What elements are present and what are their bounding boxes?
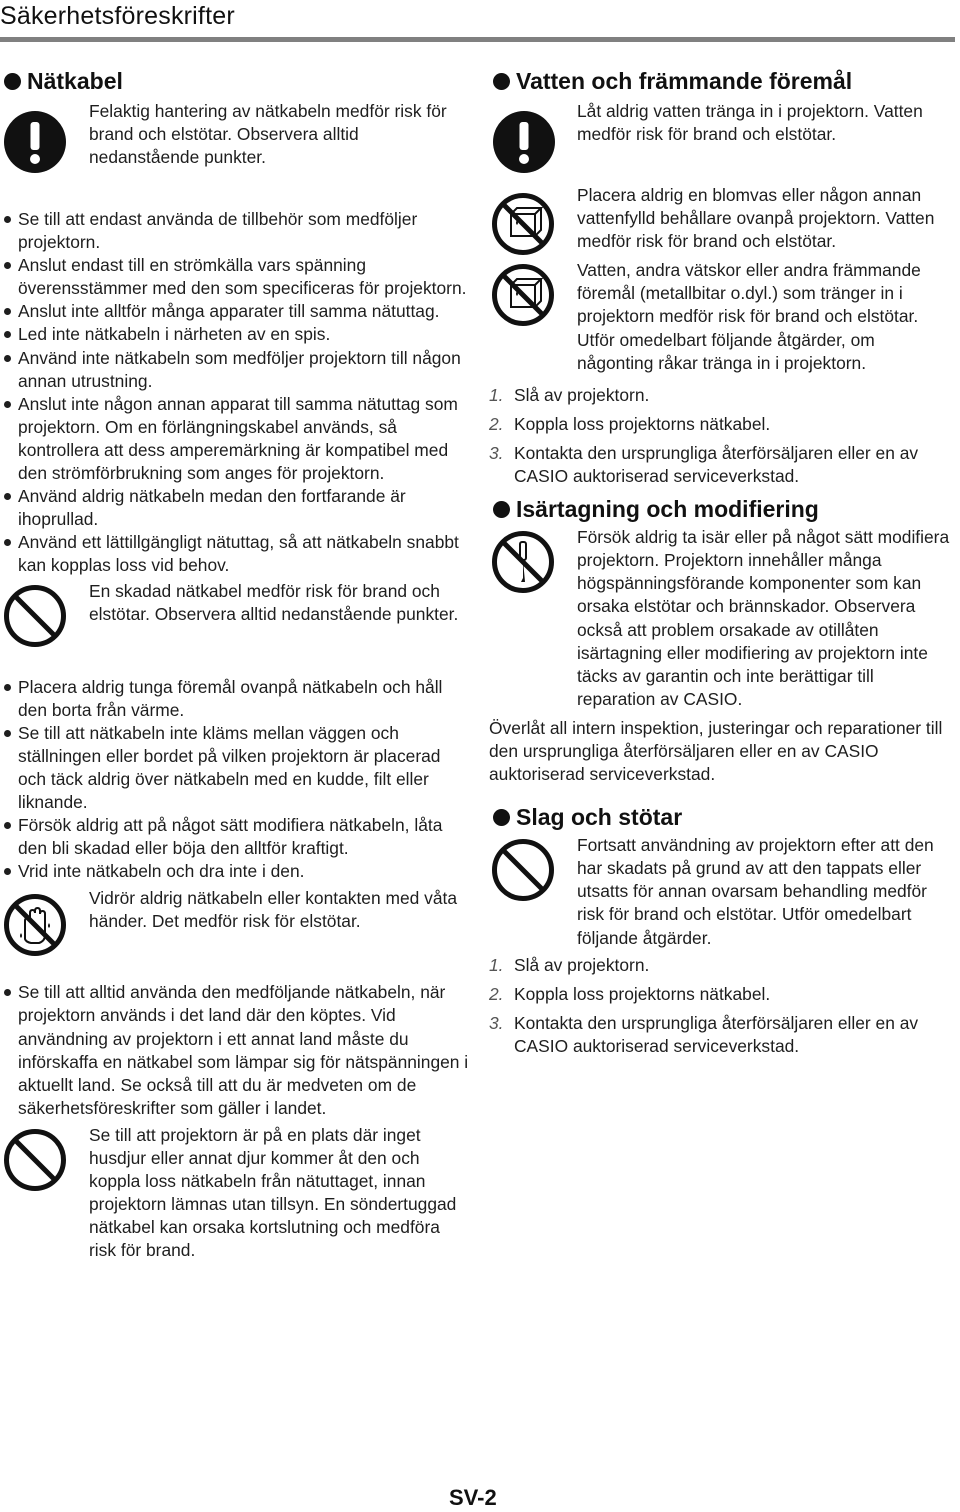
exclamation-warning-icon <box>3 110 67 174</box>
list-item: Använd inte nätkabeln som medföljer projektorn till någon annan utrustning. <box>0 347 470 393</box>
prohibition-text-foreign-objects: Vatten, andra vätskor eller andra främmande föremål (metallbitar o.dyl.) som tränger in i projektorn medför risk för brand och elstötar. Utför omedelbart följande åtgärder, om någonting råkar tränga in i projektorn. <box>577 260 921 373</box>
list-item: 2. Koppla loss projektorns nätkabel. <box>489 413 771 434</box>
prohibition-block-wet-hands <box>0 887 470 971</box>
prohibition-block-impact <box>489 834 954 949</box>
prohibition-text-disassembly: Försök aldrig ta isär eller på något sätt modifiera projektorn. Projektorn innehåller många högspänningsförande komponenter som kan orsaka elstötar och brännskador. Observera också att problem orsakade av otillåten isärtagning eller modifiering av projektorn inte täcks av garantin och inte berättigar till reparation av CASIO. <box>577 527 950 709</box>
prohibited-icon <box>491 838 555 902</box>
prohibition-block-foreign-objects <box>489 259 954 374</box>
prohibition-text-wet-hands: Vidrör aldrig nätkabeln eller kontakten med våta händer. Det medför risk för elstötar. <box>89 888 457 932</box>
prohibition-block-disassembly <box>489 526 954 711</box>
right-column <box>489 66 954 1064</box>
list-item: Vrid inte nätkabeln och dra inte i den. <box>0 860 470 883</box>
prohibition-text-damaged-cable: En skadad nätkabel medför risk för brand och elstötar. Observera alltid nedanstående punkter. <box>89 580 459 624</box>
prohibited-icon <box>3 584 67 648</box>
left-column <box>0 66 470 1262</box>
list-item: Placera aldrig tunga föremål ovanpå nätkabeln och håll den borta från värme. <box>0 676 470 722</box>
no-liquid-container-icon <box>491 192 555 256</box>
title-divider <box>0 37 955 42</box>
exclamation-warning-icon <box>492 110 556 174</box>
prohibition-block-damaged-cable <box>0 580 470 668</box>
list-item: Använd ett lättillgängligt nätuttag, så att nätkabeln snabbt kan kopplas loss vid behov. <box>0 531 470 577</box>
prohibition-text-impact: Fortsatt användning av projektorn efter att den har skadats på grund av att den tappats eller utsatts för annan ovarsam behandling medför risk för brand och elstötar. Utför omedelbart följande åtgärder. <box>577 835 934 948</box>
warning-block-water <box>489 100 954 172</box>
water-steps-list <box>489 384 954 488</box>
no-disassembly-icon <box>491 530 555 594</box>
list-item: Anslut inte alltför många apparater till samma nätuttag. <box>0 300 470 323</box>
list-item: Se till att nätkabeln inte kläms mellan väggen och ställningen eller bordet på vilken projektorn är placerad och täck aldrig över nätkabeln med en kudde, filt eller liknande. <box>0 722 470 814</box>
section-heading-water: Vatten och främmande föremål <box>489 66 954 96</box>
list-item: 1. Slå av projektorn. <box>489 384 650 405</box>
bullet-dot-icon <box>493 501 510 518</box>
cable-handling-list <box>0 676 470 884</box>
impact-steps-list <box>489 954 954 1058</box>
list-item: Försök aldrig att på något sätt modifiera nätkabeln, låta den bli skadad eller böja den alltför kraftigt. <box>0 814 470 860</box>
list-item: 2. Koppla loss projektorns nätkabel. <box>489 983 771 1004</box>
section-heading-disassembly: Isärtagning och modifiering <box>489 494 954 524</box>
list-item: Se till att alltid använda den medföljande nätkabeln, när projektorn används i det land där den köptes. Vid användning av projektorn i ett annat land måste du införskaffa en nätkabel som lämpar sig för nätspänningen i aktuellt land. Se också till att du är medveten om de säkerhetsföreskrifter som gäller i landet. <box>0 981 470 1120</box>
prohibition-text-vase: Placera aldrig en blomvas eller någon annan vattenfylld behållare ovanpå projektorn. Vatten medför risk för brand och elstötar. <box>577 185 935 252</box>
section-heading-impact: Slag och stötar <box>489 802 954 832</box>
list-item: Led inte nätkabeln i närheten av en spis. <box>0 323 470 346</box>
bullet-dot-icon <box>4 73 21 90</box>
country-cable-list <box>0 981 470 1120</box>
prohibition-block-vase <box>489 184 954 253</box>
list-item: Se till att endast använda de tillbehör som medföljer projektorn. <box>0 208 470 254</box>
page-number: SV-2 <box>449 1485 497 1510</box>
list-item: 3. Kontakta den ursprungliga återförsäljaren eller en av CASIO auktoriserad serviceverkstad. <box>489 442 919 487</box>
warning-block-cable <box>0 100 470 190</box>
warning-text-water: Låt aldrig vatten tränga in i projektorn. Vatten medför risk för brand och elstötar. <box>577 101 923 145</box>
list-item: 3. Kontakta den ursprungliga återförsäljaren eller en av CASIO auktoriserad serviceverkstad. <box>489 1012 919 1056</box>
list-item: 1. Slå av projektorn. <box>489 954 650 975</box>
section-heading-natkabel: Nätkabel <box>0 66 470 96</box>
prohibited-icon <box>3 1128 67 1192</box>
list-item: Anslut endast till en strömkälla vars spänning överensstämmer med den som specificeras för projektorn. <box>0 254 470 300</box>
bullet-dot-icon <box>493 809 510 826</box>
service-note: Överlåt all intern inspektion, justeringar och reparationer till den ursprungliga återförsäljaren eller en av CASIO auktoriserad serviceverkstad. <box>489 717 943 785</box>
list-item: Använd aldrig nätkabeln medan den fortfarande är ihoprullad. <box>0 485 470 531</box>
bullet-dot-icon <box>493 73 510 90</box>
prohibition-text-animals: Se till att projektorn är på en plats där inget husdjur eller annat djur kommer åt den och koppla loss nätkabeln från nätuttaget, innan projektorn lämnas utan tillsyn. En söndertuggad nätkabel kan orsaka kortslutning och medföra risk för brand. <box>89 1124 457 1261</box>
no-wet-hands-icon <box>3 893 67 957</box>
list-item: Anslut inte någon annan apparat till samma nätuttag som projektorn. Om en förlängningskabel används, så kontrollera att dess amperemärkning är kompatibel med den strömförbrukning som anges för projektorn. <box>0 393 470 485</box>
page-title: Säkerhetsföreskrifter <box>0 2 235 30</box>
prohibition-block-animals <box>0 1124 470 1263</box>
no-liquid-container-icon <box>491 263 555 327</box>
cable-rules-list <box>0 208 470 578</box>
warning-text-cable: Felaktig hantering av nätkabeln medför risk för brand och elstötar. Observera alltid nedanstående punkter. <box>89 101 447 168</box>
